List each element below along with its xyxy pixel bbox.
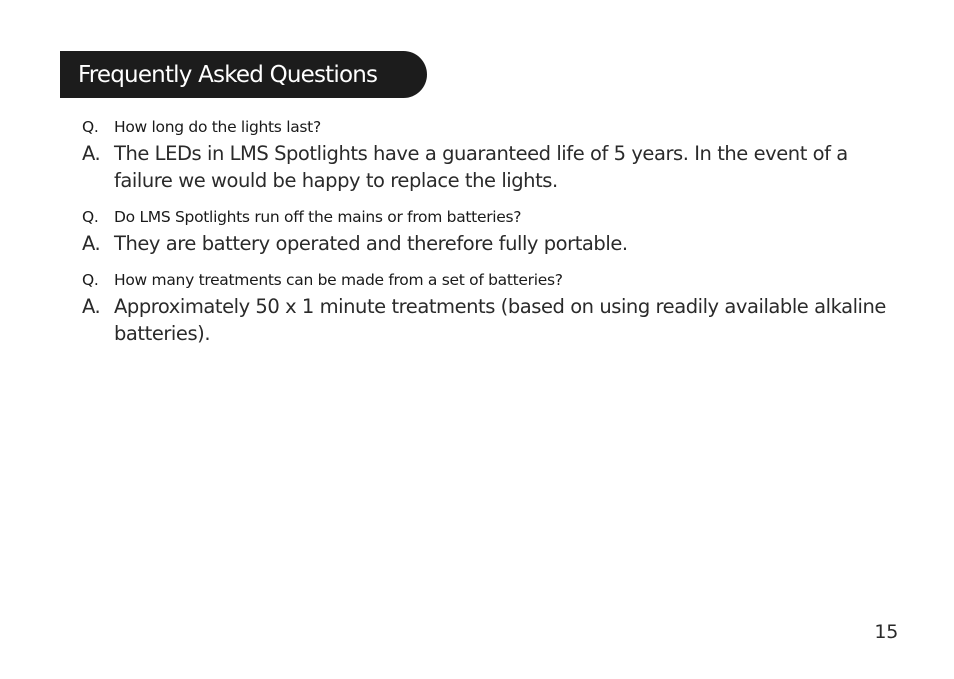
answer-text: They are battery operated and therefore fully portable.	[114, 232, 628, 255]
question-text: How many treatments can be made from a set of batteries?	[114, 271, 563, 289]
faq-answer	[82, 140, 902, 194]
question-prefix: Q.	[82, 271, 99, 289]
faq-answer	[82, 230, 902, 257]
faq-question	[82, 204, 902, 230]
faq-question	[82, 114, 902, 140]
faq-answer	[82, 293, 902, 347]
question-prefix: Q.	[82, 118, 99, 136]
page-title: Frequently Asked Questions	[78, 61, 378, 88]
question-prefix: Q.	[82, 208, 99, 226]
answer-prefix: A.	[82, 142, 101, 165]
faq-item	[82, 114, 902, 194]
answer-text: Approximately 50 x 1 minute treatments (based on using readily available alkaline batteries).	[114, 295, 886, 345]
answer-prefix: A.	[82, 232, 101, 255]
faq-item	[82, 204, 902, 257]
section-header-bar	[60, 51, 427, 98]
question-text: How long do the lights last?	[114, 118, 321, 136]
question-text: Do LMS Spotlights run off the mains or from batteries?	[114, 208, 522, 226]
answer-text: The LEDs in LMS Spotlights have a guaranteed life of 5 years. In the event of a failure we would be happy to replace the lights.	[114, 142, 848, 192]
page-number: 15	[874, 621, 898, 643]
faq-question	[82, 267, 902, 293]
answer-prefix: A.	[82, 295, 101, 318]
faq-item	[82, 267, 902, 347]
faq-list	[82, 114, 902, 357]
